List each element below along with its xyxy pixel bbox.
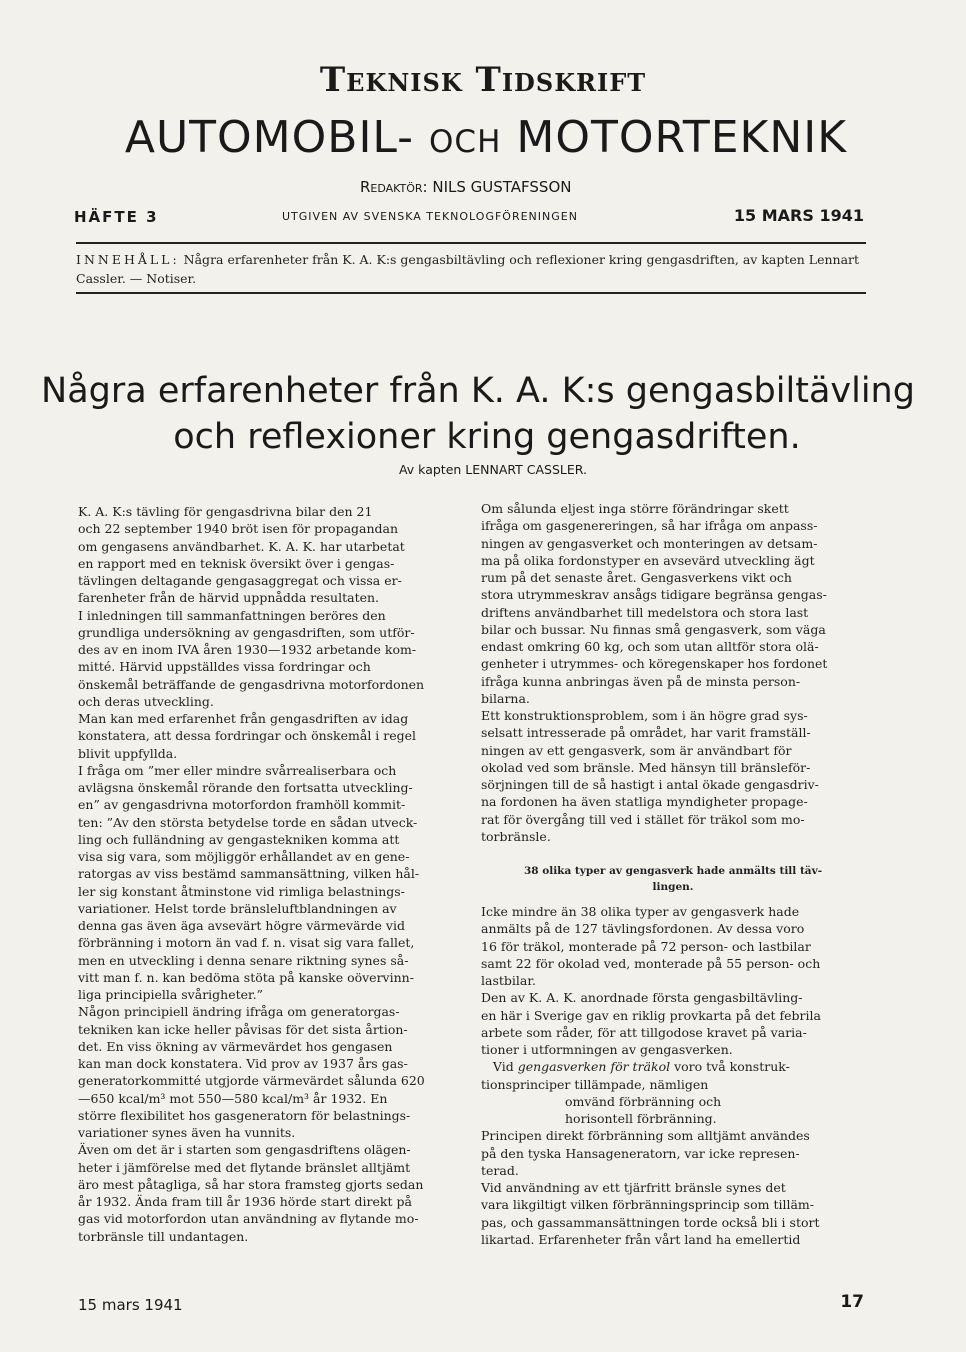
principles-italic: gengasverken för träkol (517, 1059, 671, 1075)
text-line: ma på olika fordonstyper en avsevärd utveckling ägt (481, 552, 815, 568)
text-line: visa sig vara, som möjliggör erhållandet av en gene- (78, 849, 410, 864)
page-number: 17 (840, 1292, 864, 1312)
publisher-line: UTGIVEN AV SVENSKA TEKNOLOGFÖRENINGEN (282, 210, 578, 223)
text-line: ratorgas av viss bestämd sammansättning, vilken hål- (78, 866, 420, 882)
text-line: Man kan med erfarenhet från gengasdriften av idag (78, 711, 409, 726)
text-line: torbränsle till undantagen. (78, 1228, 249, 1244)
text-line: Ett konstruktionsproblem, som i än högre grad sys- (481, 708, 808, 723)
text-line: Principen direkt förbränning som alltjämt användes (481, 1128, 810, 1144)
principles-line2: tionsprinciper tillämpade, nämligen (481, 1076, 709, 1092)
table-of-contents (76, 250, 866, 288)
text-line: lastbilar. (481, 973, 536, 988)
text-line: heter i jämförelse med det flytande bränslet alltjämt (78, 1159, 411, 1175)
subheading-line2: lingen. (652, 881, 694, 893)
text-line: ifråga kunna anbringas även på de minsta person- (481, 673, 801, 689)
text-line: pas, och gassammansättningen torde också bli i stort (481, 1214, 820, 1230)
right-column-part-c (481, 1127, 865, 1248)
text-line: selsatt intresserade på området, har varit framställ- (481, 725, 811, 741)
footer-date: 15 mars 1941 (78, 1296, 183, 1314)
text-line: äro mest påtagliga, så har stora framsteg gjorts sedan (78, 1176, 424, 1192)
text-line: en” av gengasdrivna motorfordon framhöll kommit- (78, 797, 406, 813)
contents-text: Några erfarenheter från K. A. K:s gengasbiltävling och reflexioner kring gengasdriften, av kapten Lennart Cassler. — Notiser. (76, 252, 860, 286)
text-line: på den tyska Hansageneratorn, var icke represen- (481, 1145, 800, 1161)
section-subheading (481, 863, 865, 895)
text-line: bilarna. (481, 690, 530, 706)
series-title: AUTOMOBIL- och MOTORTEKNIK (124, 112, 848, 163)
issue-number: HÄFTE 3 (74, 208, 159, 226)
right-column-part-b (481, 903, 865, 1058)
text-line: större flexibilitet hos gasgeneratorn för belastnings- (78, 1107, 411, 1123)
text-line: men en utveckling i denna senare riktning synes så- (78, 952, 409, 968)
text-line: generatorkommitté utgjorde värmevärdet sålunda 620 (78, 1073, 425, 1089)
text-line: och 22 september 1940 bröt isen för propagandan (78, 521, 399, 537)
text-line: I fråga om ”mer eller mindre svårrealiserbara och (78, 762, 397, 778)
contents-label: INNEHÅLL: (76, 252, 180, 267)
text-line: liga principiella svårigheter.” (78, 987, 264, 1002)
text-line: okolad ved som bränsle. Med hänsyn till bränsleför- (481, 759, 811, 775)
text-line: farenheter från de härvid uppnådda resultaten. (78, 590, 380, 606)
principle-horizontal-combustion: horisontell förbränning. (565, 1111, 717, 1126)
text-line: ler sig konstant åtminstone vid rimliga belastnings- (78, 883, 405, 899)
principle-reverse-combustion: omvänd förbränning och (565, 1093, 722, 1109)
contents-top-rule (76, 242, 866, 244)
text-line: na fordonen ha även statliga myndigheter propage- (481, 794, 808, 810)
text-line: rat för övergång till ved i stället för träkol som mo- (481, 811, 805, 827)
subheading-line1: 38 olika typer av gengasverk hade anmälts till täv- (523, 865, 823, 877)
text-line: des av en inom IVA åren 1930—1932 arbetande kom- (78, 642, 417, 657)
text-line: Även om det är i starten som gengasdriftens olägen- (78, 1142, 411, 1158)
article-title-line2: och reflexioner kring gengasdriften. (173, 417, 801, 457)
text-line: Vid användning av ett tjärfritt bränsle synes det (481, 1180, 786, 1195)
text-line: tioner i utformningen av gengasverken. (481, 1042, 733, 1057)
text-line: vitt man f. n. kan bedöma stöta på kanske oövervinn- (78, 969, 414, 985)
text-line: denna gas även äga avsevärt högre värmevärde vid (78, 918, 405, 933)
text-line: det. En viss ökning av värmevärdet hos gengasen (78, 1038, 393, 1054)
journal-title: Teknisk Tidskrift (319, 60, 647, 100)
text-line: grundliga undersökning av gengasdriften, som utför- (78, 624, 415, 640)
text-line: rum på det senaste året. Gengasverkens vikt och (481, 570, 792, 585)
text-line: mitté. Härvid uppställdes vissa fordringar och (78, 659, 371, 675)
text-line: gas vid motorfordon utan användning av flytande mo- (78, 1211, 419, 1227)
text-line: ling och fulländning av gengastekniken komma att (78, 831, 400, 847)
text-line: år 1932. Ända fram till år 1936 hörde start direkt på (78, 1194, 412, 1209)
text-line: Icke mindre än 38 olika typer av gengasverk hade (481, 904, 800, 919)
text-line: variationer. Helst torde bränsleluftblandningen av (78, 900, 397, 916)
text-line: Den av K. A. K. anordnade första gengasbiltävling- (481, 990, 803, 1006)
text-line: ifråga om gasgenereringen, så har ifråga om anpass- (481, 518, 818, 534)
issue-date: 15 MARS 1941 (733, 206, 864, 225)
text-line: sörjningen till de så hastigt i antal ökade gengasdriv- (481, 777, 819, 792)
principles-intro (481, 1058, 865, 1075)
text-line: och deras utveckling. (78, 693, 214, 709)
text-line: tävlingen deltagande gengasaggregat och vissa er- (78, 573, 402, 588)
text-line: 16 för träkol, monterade på 72 person- och lastbilar (481, 938, 811, 954)
text-line: samt 22 för okolad ved, monterade på 55 person- och (481, 955, 821, 971)
text-line: önskemål beträffande de gengasdrivna motorfordonen (78, 676, 425, 692)
text-line: variationer synes även ha vunnits. (78, 1125, 296, 1140)
text-line: om gengasens användbarhet. K. A. K. har utarbetat (78, 538, 405, 554)
text-line: en rapport med en teknisk översikt över i gengas- (78, 555, 395, 571)
principles-post: voro två konstruk- (670, 1059, 790, 1075)
text-line: ningen av ett gengasverk, som är användbart för (481, 742, 792, 758)
text-line: kan man dock konstatera. Vid prov av 1937 års gas- (78, 1056, 408, 1071)
principles-pre: Vid (492, 1059, 518, 1075)
text-line: blivit uppfyllda. (78, 745, 178, 761)
text-line: förbränning i motorn än vad f. n. visat sig vara fallet, (78, 935, 415, 951)
editor-line: Redaktör: NILS GUSTAFSSON (360, 178, 572, 196)
text-line: driftens användbarhet till medelstora och stora last (481, 604, 809, 620)
right-column (481, 500, 865, 1248)
text-line: torbränsle. (481, 828, 551, 844)
text-line: —650 kcal/m³ mot 550—580 kcal/m³ år 1932. En (78, 1090, 388, 1106)
text-line: K. A. K:s tävling för gengasdrivna bilar den 21 (78, 504, 373, 519)
text-line: ten: ”Av den största betydelse torde en sådan utveck- (78, 814, 418, 830)
text-line: likartad. Erfarenheter från vårt land ha emellertid (481, 1231, 801, 1247)
text-line: konstatera, att dessa fordringar och önskemål i regel (78, 728, 417, 744)
text-line: ningen av gengasverket och monteringen av detsam- (481, 535, 818, 551)
text-line: Någon principiell ändring ifråga om generatorgas- (78, 1004, 400, 1020)
text-line: vara likgiltigt vilken förbränningsprincip som tilläm- (481, 1197, 814, 1213)
text-line: en här i Sverige gav en riklig provkarta på det febrila (481, 1007, 821, 1023)
text-line: bilar och bussar. Nu finnas små gengasverk, som väga (481, 621, 826, 637)
left-column (78, 503, 464, 1245)
text-line: avlägsna önskemål rörande den fortsatta utveckling- (78, 780, 413, 795)
text-line: I inledningen till sammanfattningen beröres den (78, 607, 386, 623)
text-line: anmälts på de 127 tävlingsfordonen. Av dessa voro (481, 921, 805, 937)
article-title-line1: Några erfarenheter från K. A. K:s gengasbiltävling (41, 371, 915, 411)
text-line: terad. (481, 1162, 519, 1178)
article-byline: Av kapten LENNART CASSLER. (398, 462, 587, 477)
right-column-part-a (481, 500, 865, 845)
text-line: stora utrymmeskrav ansågs tidigare begränsa gengas- (481, 587, 827, 603)
text-line: endast omkring 60 kg, och som utan alltför stora olä- (481, 639, 819, 654)
text-line: tekniken kan icke heller påvisas för det sista årtion- (78, 1021, 408, 1037)
text-line: arbete som råder, för att tillgodose kravet på varia- (481, 1024, 807, 1040)
article-title (0, 368, 966, 460)
text-line: genheter i utrymmes- och köregenskaper hos fordonet (481, 656, 828, 672)
contents-bottom-rule (76, 292, 866, 294)
text-line: Om sålunda eljest inga större förändringar skett (481, 501, 789, 516)
